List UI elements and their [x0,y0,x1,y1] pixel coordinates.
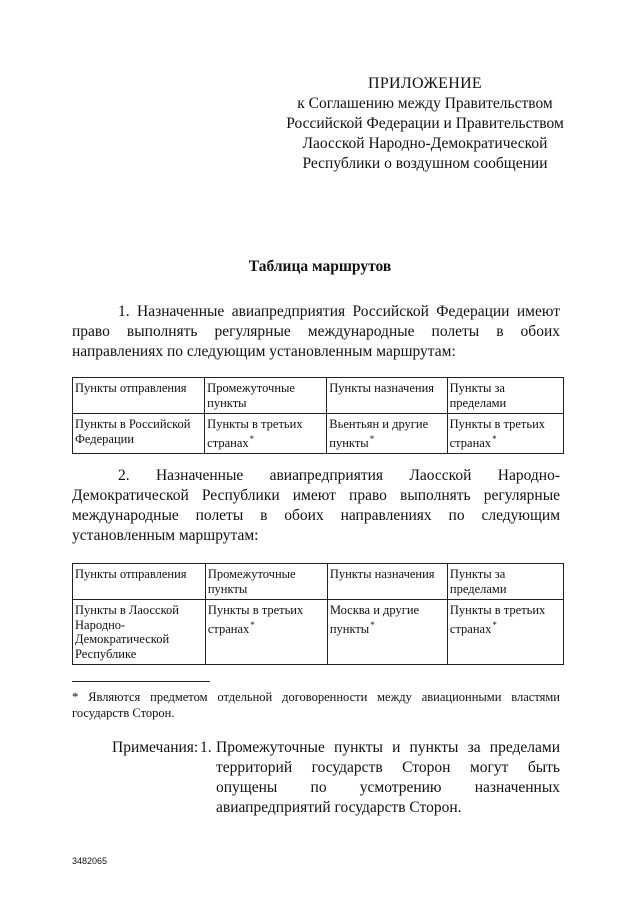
header-cell: Пункты отправления [73,564,206,600]
asterisk-mark: * [249,433,255,444]
asterisk-mark: * [369,433,375,444]
paragraph-1 [72,302,560,362]
annex-line: Российской Федерации и Правительством [286,115,564,132]
notes-text: Промежуточные пункты и пункты за пределами территорий государств Сторон могут быть опущены по усмотрению назначенных авиапредприятий государств Сторон. [216,739,560,816]
annex-block [270,74,580,174]
table-cell-starred [447,600,563,665]
asterisk-mark: * [250,619,255,630]
table-cell: Пункты в Российской Федерации [73,414,205,454]
header-cell: Промежуточные пункты [205,378,327,414]
cell-text: Пункты в третьих странах [449,417,546,450]
routes-table-laos [72,563,564,665]
table-cell-starred [327,600,447,665]
header-cell: Пункты назначения [327,564,447,600]
paragraph-1-text: 1. Назначенные авиапредприятия Российской Федерации имеют право выполнять регулярные международные полеты в обоих направлениях по следующим установленным маршрутам: [72,303,560,360]
header-cell: Пункты за пределами [447,564,563,600]
header-cell: Промежуточные пункты [205,564,327,600]
asterisk-mark: * [370,619,375,630]
header-cell: Пункты отправления [73,378,205,414]
document-code: 3482065 [72,856,108,866]
footnote-divider [72,681,210,682]
routes-table-russia [72,377,564,454]
table-cell-starred [205,600,327,665]
asterisk-mark: * [492,619,497,630]
cell-text: Пункты в третьих странах [207,417,303,450]
table-header-row [73,378,564,414]
footnote: * Являются предметом отдельной договоренности между авиационными властями государств Сторон. [72,690,560,720]
annex-title: ПРИЛОЖЕНИЕ [367,75,482,92]
notes-number: 1. [200,739,212,756]
table-row [73,600,564,665]
paragraph-2 [72,466,560,546]
table-row [73,414,564,454]
header-cell: Пункты за пределами [447,378,563,414]
table-cell-starred [327,414,447,454]
table-cell-starred [447,414,563,454]
cell-text: Москва и другие пункты [329,603,420,636]
annex-line: Лаосской Народно-Демократической [302,135,548,152]
cell-text: Пункты в третьих странах [207,603,304,636]
table-cell: Пункты в Лаосской Народно-Демократической Республике [73,600,206,665]
cell-text: Вьентьян и другие пункты [329,417,429,450]
header-cell: Пункты назначения [327,378,447,414]
cell-text: Пункты в третьих странах [449,603,546,636]
document-title: Таблица маршрутов [248,258,392,275]
table-cell-starred [205,414,327,454]
notes-label: Примечания: [112,739,199,756]
table-header-row [73,564,564,600]
asterisk-mark: * [492,433,497,444]
annex-line: Республики о воздушном сообщении [302,155,548,172]
paragraph-2-text: 2. Назначенные авиапредприятия Лаосской Народно-Демократической Республики имеют право выполнять регулярные международные полеты в обоих направлениях по следующим установленным маршрутам: [72,467,560,544]
annex-line: к Соглашению между Правительством [297,95,553,112]
